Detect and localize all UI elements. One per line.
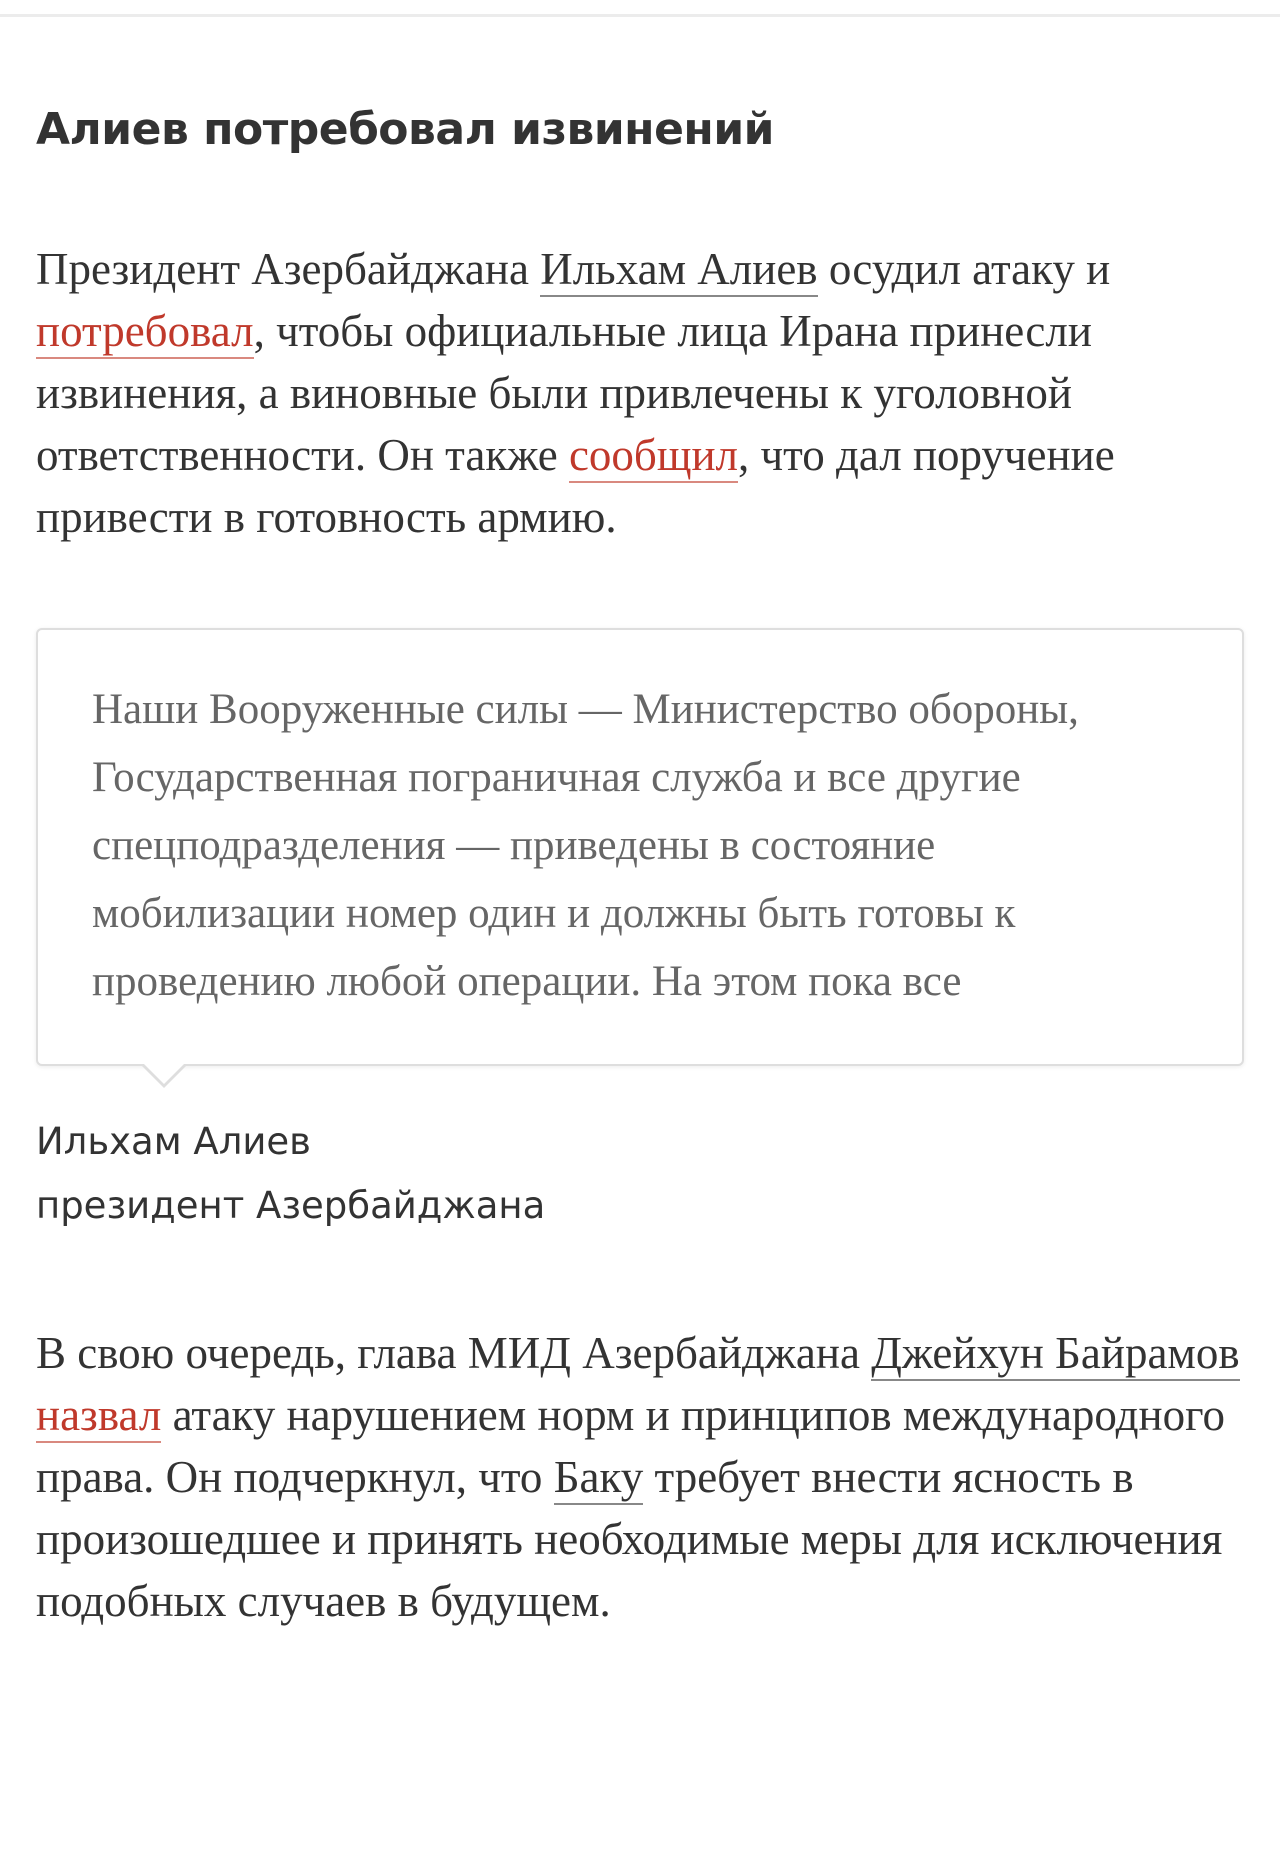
link-reported[interactable]: сообщил <box>569 430 738 483</box>
paragraph-text: В свою очередь, глава МИД Азербайджана <box>36 1328 872 1378</box>
link-baku[interactable]: Баку <box>554 1452 644 1505</box>
paragraph-text: Президент Азербайджана <box>36 244 541 294</box>
quote-author: Ильхам Алиев <box>36 1120 311 1163</box>
link-jeyhun-bayramov[interactable]: Джейхун Байрамов <box>871 1328 1239 1381</box>
paragraph-text: , что дал поручение привести в готовность армию. <box>36 430 1115 542</box>
link-demanded[interactable]: потребовал <box>36 306 254 359</box>
article-body <box>36 92 1246 1632</box>
paragraph-text: атаку нарушением норм и принципов международного права. Он подчеркнул, что <box>36 1390 1225 1502</box>
paragraph-text: , чтобы официальные лица Ирана принесли извинения, а виновные были привлечены к уголовной ответственности. Он также <box>36 306 1092 480</box>
quote-card <box>36 628 1244 1066</box>
quote-author-role: президент Азербайджана <box>36 1184 546 1227</box>
quote-text: Наши Вооруженные силы — Министерство обороны, Государственная пограничная служба и все другие спецподразделения — приведены в состояние мобилизации номер один и должны быть готовы к проведению любой операции. На этом пока все <box>92 686 1079 1005</box>
link-ilham-aliyev[interactable]: Ильхам Алиев <box>540 244 817 297</box>
top-divider <box>0 14 1280 17</box>
section-heading: Алиев потребовал извинений <box>36 104 774 155</box>
quote-pointer <box>140 1064 188 1088</box>
paragraph-aliyev-demand <box>36 238 1246 548</box>
paragraph-text: осудил атаку и <box>817 244 1111 294</box>
link-called[interactable]: назвал <box>36 1390 161 1443</box>
paragraph-mfa-statement <box>36 1322 1246 1632</box>
quote-attribution <box>36 1110 1246 1238</box>
paragraph-text: требует внести ясность в произошедшее и принять необходимые меры для исключения подобных случаев в будущем. <box>36 1452 1223 1626</box>
